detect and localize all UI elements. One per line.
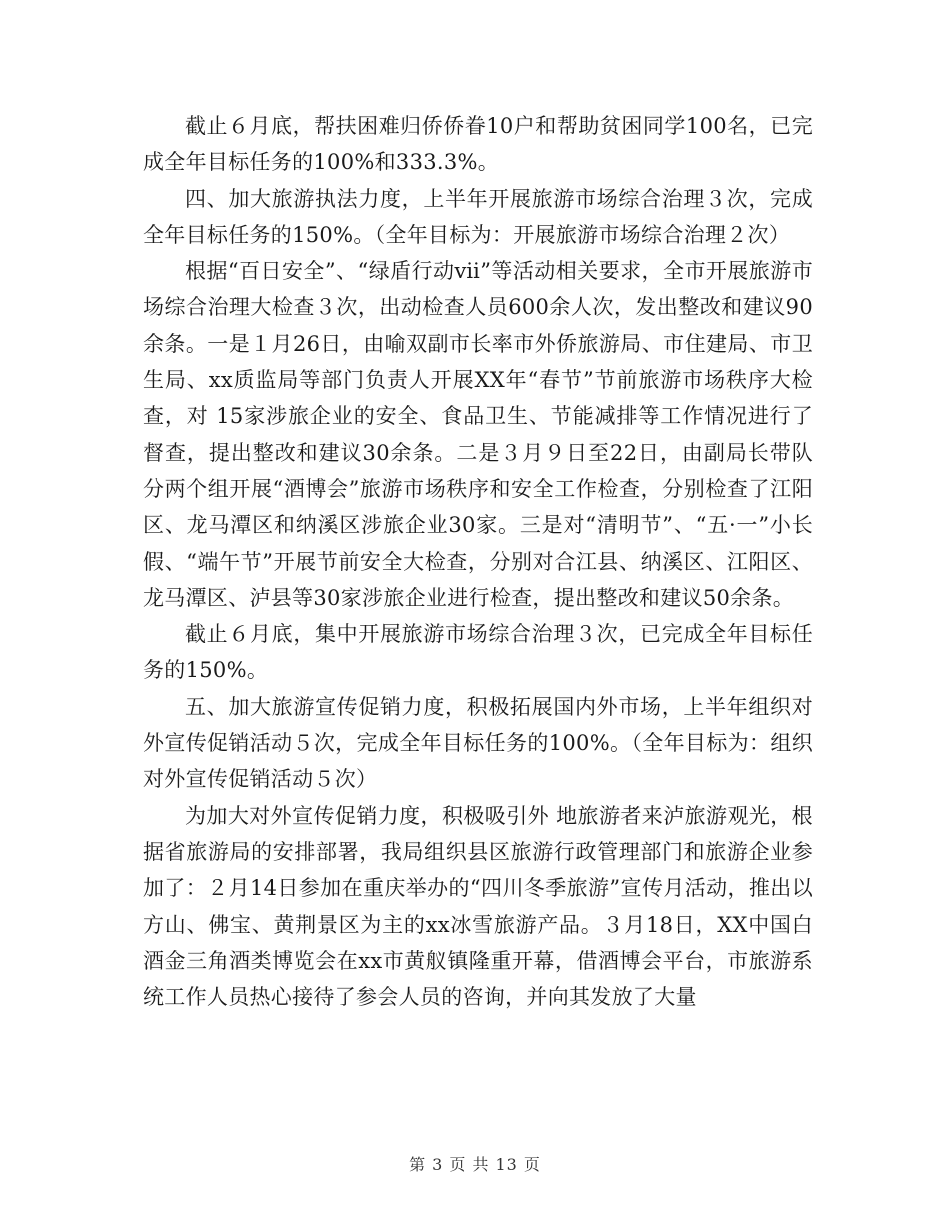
paragraph-section-five-heading: 五、加大旅游宣传促销力度，积极拓展国内外市场，上半年组织对外宣传促销活动５次，完成全年目标任务的100%。（全年目标为：组织对外宣传促销活动５次） bbox=[143, 694, 813, 792]
footer-suffix: 页 bbox=[523, 1155, 541, 1174]
paragraph-inspection-summary: 截止６月底，集中开展旅游市场综合治理３次，已完成全年目标任务的150%。 bbox=[143, 622, 813, 683]
paragraph-section-four-heading: 四、加大旅游执法力度，上半年开展旅游市场综合治理３次，完成全年目标任务的150%。（全年目标为：开展旅游市场综合治理２次） bbox=[143, 186, 813, 247]
footer-prefix: 第 bbox=[409, 1155, 427, 1174]
paragraph-aid-summary: 截止６月底，帮扶困难归侨侨眷10户和帮助贫困同学100名，已完成全年目标任务的100%和333.3%。 bbox=[143, 114, 813, 175]
document-body bbox=[143, 108, 813, 1015]
page-footer bbox=[0, 1152, 950, 1175]
footer-total-pages: 13 bbox=[495, 1155, 518, 1174]
footer-middle: 页 共 bbox=[449, 1155, 490, 1174]
paragraph-inspection-details: 根据“百日安全”、“绿盾行动ⅶ”等活动相关要求，全市开展旅游市场综合治理大检查３次，出动检查人员600余人次，发出整改和建议90余条。一是１月26日，由喻双副市长率市外侨旅游局、市住建局、市卫生局、xx质监局等部门负责人开展XX年“春节”节前旅游市场秩序大检查，对 15家涉旅企业的安全、食品卫生、节能减排等工作情况进行了督查，提出整改和建议30余条。二是３月９日至22日，由副局长带队分两个组开展“酒博会”旅游市场秩序和安全工作检查，分别检查了江阳区、龙马潭区和纳溪区涉旅企业30家。三是对“清明节”、“五·一”小长假、“端午节”开展节前安全大检查，分别对合江县、纳溪区、江阳区、龙马潭区、泸县等30家涉旅企业进行检查，提出整改和建议50余条。 bbox=[143, 259, 813, 610]
paragraph-promotion-details: 为加大对外宣传促销力度，积极吸引外 地旅游者来泸旅游观光，根据省旅游局的安排部署，我局组织县区旅游行政管理部门和旅游企业参加了：２月14日参加在重庆举办的“四川冬季旅游”宣传月活动，推出以方山、佛宝、黄荆景区为主的xx冰雪旅游产品。３月18日，XX中国白酒金三角酒类博览会在xx市黄舣镇隆重开幕，借酒博会平台，市旅游系统工作人员热心接待了参会人员的咨询，并向其发放了大量 bbox=[143, 803, 813, 1010]
footer-current-page: 3 bbox=[432, 1155, 444, 1174]
